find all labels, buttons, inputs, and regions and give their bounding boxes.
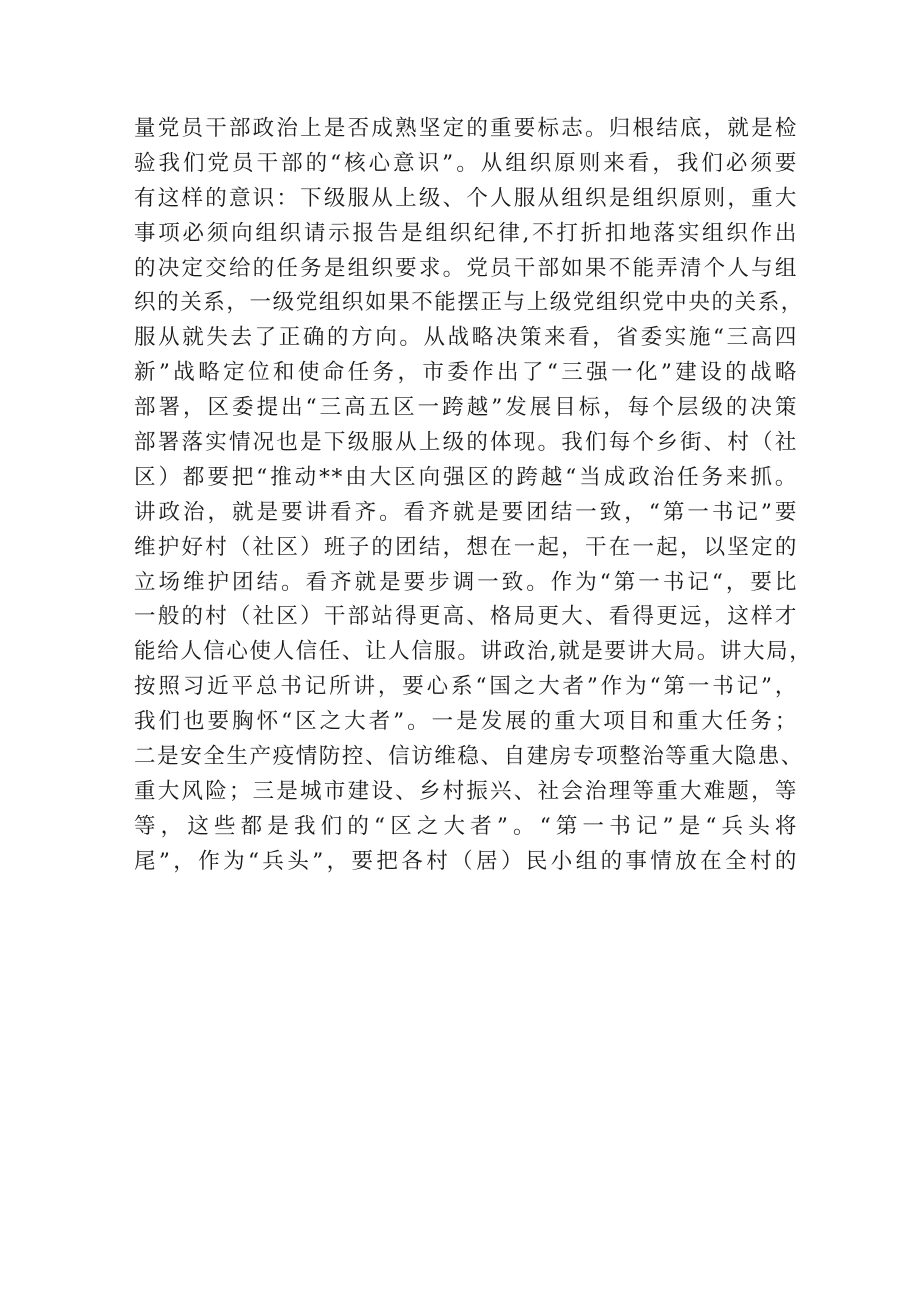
text-line-5: 的决定交给的任务是组织要求。党员干部如果不能弄清个人与组 (134, 255, 798, 281)
text-line-6: 织的关系，一级党组织如果不能摆正与上级党组织党中央的关系， (134, 290, 804, 316)
text-line-16: 能给人信心使人信任、让人信服。讲政治,就是要讲大局。讲大局， (134, 639, 813, 665)
text-line-1: 量党员干部政治上是否成熟坚定的重要标志。归根结底，就是检 (134, 116, 798, 141)
body-text (134, 112, 813, 880)
text-line-21: 等，这些都是我们的“区之大者”。“第一书记”是“兵头将 (134, 813, 798, 839)
text-line-15: 一般的村（社区）干部站得更高、格局更大、看得更远，这样才 (134, 604, 798, 630)
text-line-3: 有这样的意识：下级服从上级、个人服从组织是组织原则，重大 (134, 185, 798, 211)
text-line-8: 新”战略定位和使命任务，市委作出了“三强一化”建设的战略 (134, 360, 798, 386)
text-line-19: 二是安全生产疫情防控、信访维稳、自建房专项整治等重大隐患、 (134, 744, 804, 770)
text-line-20: 重大风险；三是城市建设、乡村振兴、社会治理等重大难题，等 (134, 778, 798, 804)
text-line-13: 维护好村（社区）班子的团结，想在一起，干在一起，以坚定的 (134, 534, 798, 560)
text-line-12: 讲政治，就是要讲看齐。看齐就是要团结一致，“第一书记”要 (134, 499, 798, 525)
text-line-22: 尾”，作为“兵头”，要把各村（居）民小组的事情放在全村的 (134, 848, 798, 874)
text-line-18: 我们也要胸怀“区之大者”。一是发展的重大项目和重大任务； (134, 709, 798, 735)
text-line-14: 立场维护团结。看齐就是要步调一致。作为“第一书记“，要比 (134, 569, 798, 595)
text-line-2: 验我们党员干部的“核心意识”。从组织原则来看，我们必须要 (134, 150, 798, 176)
text-line-9: 部署，区委提出“三高五区一跨越”发展目标，每个层级的决策 (134, 395, 798, 421)
text-line-10: 部署落实情况也是下级服从上级的体现。我们每个乡街、村（社 (134, 430, 798, 456)
text-line-4: 事项必须向组织请示报告是组织纪律,不打折扣地落实组织作出 (134, 220, 798, 246)
text-line-17: 按照习近平总书记所讲，要心系“国之大者”作为“第一书记”， (134, 674, 798, 700)
text-line-7: 服从就失去了正确的方向。从战略决策来看，省委实施“三高四 (134, 325, 798, 351)
text-line-11: 区）都要把“推动**由大区向强区的跨越“当成政治任务来抓。 (134, 464, 798, 490)
